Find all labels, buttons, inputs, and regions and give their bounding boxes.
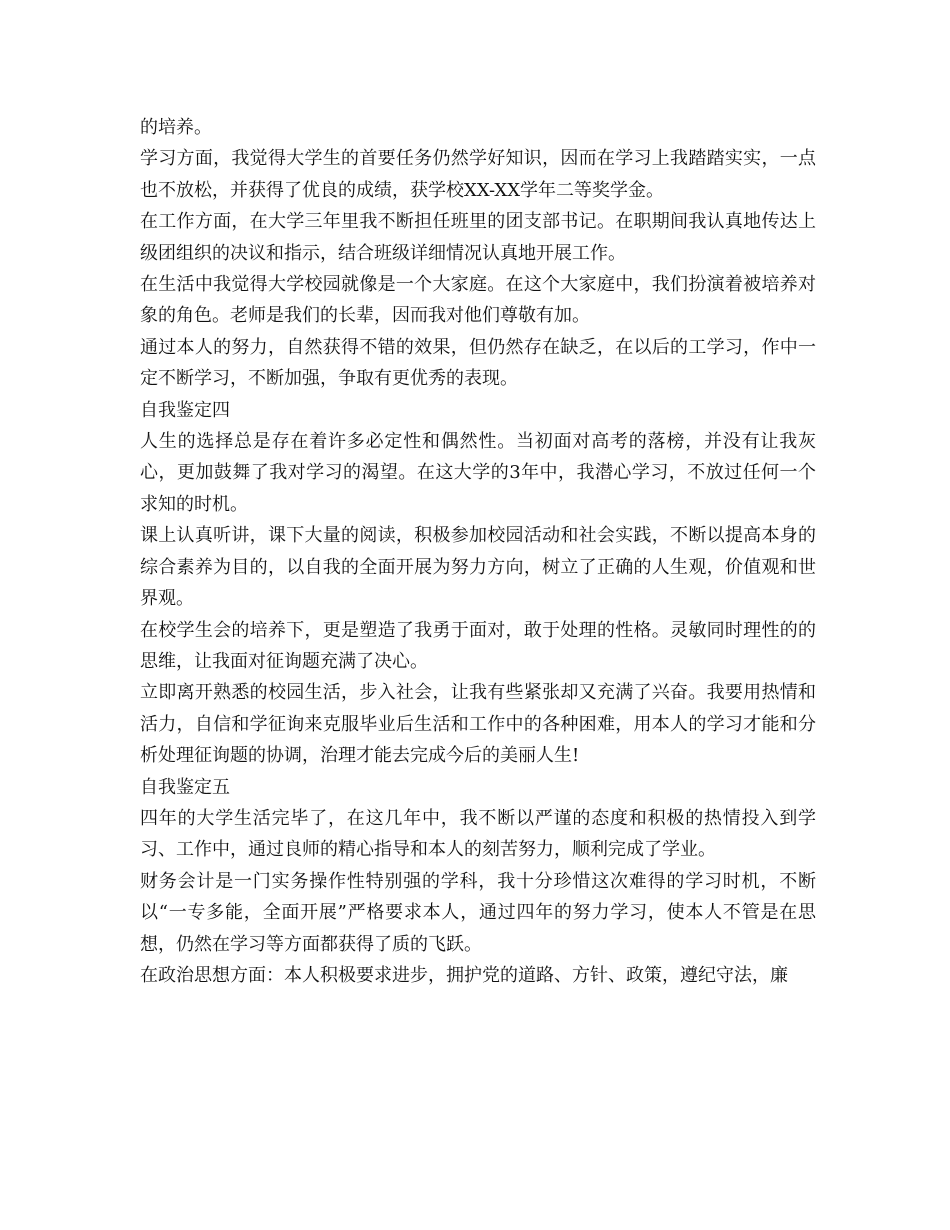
paragraph: 在工作方面，在大学三年里我不断担任班里的团支部书记。在职期间我认真地传达上级团组织的决议和指示，结合班级详细情况认真地开展工作。 <box>140 211 816 264</box>
paragraph: 学习方面，我觉得大学生的首要任务仍然学好知识，因而在学习上我踏踏实实，一点也不放松，并获得了优良的成绩，获学校XX-XX学年二等奖学金。 <box>140 148 816 201</box>
paragraph: 财务会计是一门实务操作性特别强的学科，我十分珍惜这次难得的学习时机，不断以“一专多能，全面开展”严格要求本人，通过四年的努力学习，使本人不管是在思想，仍然在学习等方面都获得了质的飞跃。 <box>140 870 816 955</box>
paragraph: 立即离开熟悉的校园生活，步入社会，让我有些紧张却又充满了兴奋。我要用热情和活力，自信和学征询来克服毕业后生活和工作中的各种困难，用本人的学习才能和分析处理征询题的协调，治理才能去完成今后的美丽人生! <box>140 682 816 767</box>
section-heading: 自我鉴定五 <box>140 776 230 798</box>
paragraph: 通过本人的努力，自然获得不错的效果，但仍然存在缺乏，在以后的工学习，作中一定不断学习，不断加强，争取有更优秀的表现。 <box>140 336 816 390</box>
paragraph: 人生的选择总是存在着许多必定性和偶然性。当初面对高考的落榜，并没有让我灰心，更加鼓舞了我对学习的渴望。在这大学的3年中，我潜心学习，不放过任何一个求知的时机。 <box>140 431 816 515</box>
paragraph: 课上认真听讲，课下大量的阅读，积极参加校园活动和社会实践，不断以提高本身的综合素养为目的，以自我的全面开展为努力方向，树立了正确的人生观，价值观和世界观。 <box>140 525 816 610</box>
paragraph: 在政治思想方面：本人积极要求进步，拥护党的道路、方针、政策，遵纪守法，廉 <box>140 964 788 986</box>
paragraph: 在校学生会的培养下，更是塑造了我勇于面对，敢于处理的性格。灵敏同时理性的的思维，让我面对征询题充满了决心。 <box>140 619 816 672</box>
paragraph: 在生活中我觉得大学校园就像是一个大家庭。在这个大家庭中，我们扮演着被培养对象的角色。老师是我们的长辈，因而我对他们尊敬有加。 <box>140 274 816 327</box>
paragraph: 的培养。 <box>140 117 212 138</box>
section-heading: 自我鉴定四 <box>140 399 230 421</box>
document-body <box>140 112 816 991</box>
paragraph: 四年的大学生活完毕了，在这几年中，我不断以严谨的态度和积极的热情投入到学习、工作中，通过良师的精心指导和本人的刻苦努力，顺利完成了学业。 <box>140 807 816 861</box>
